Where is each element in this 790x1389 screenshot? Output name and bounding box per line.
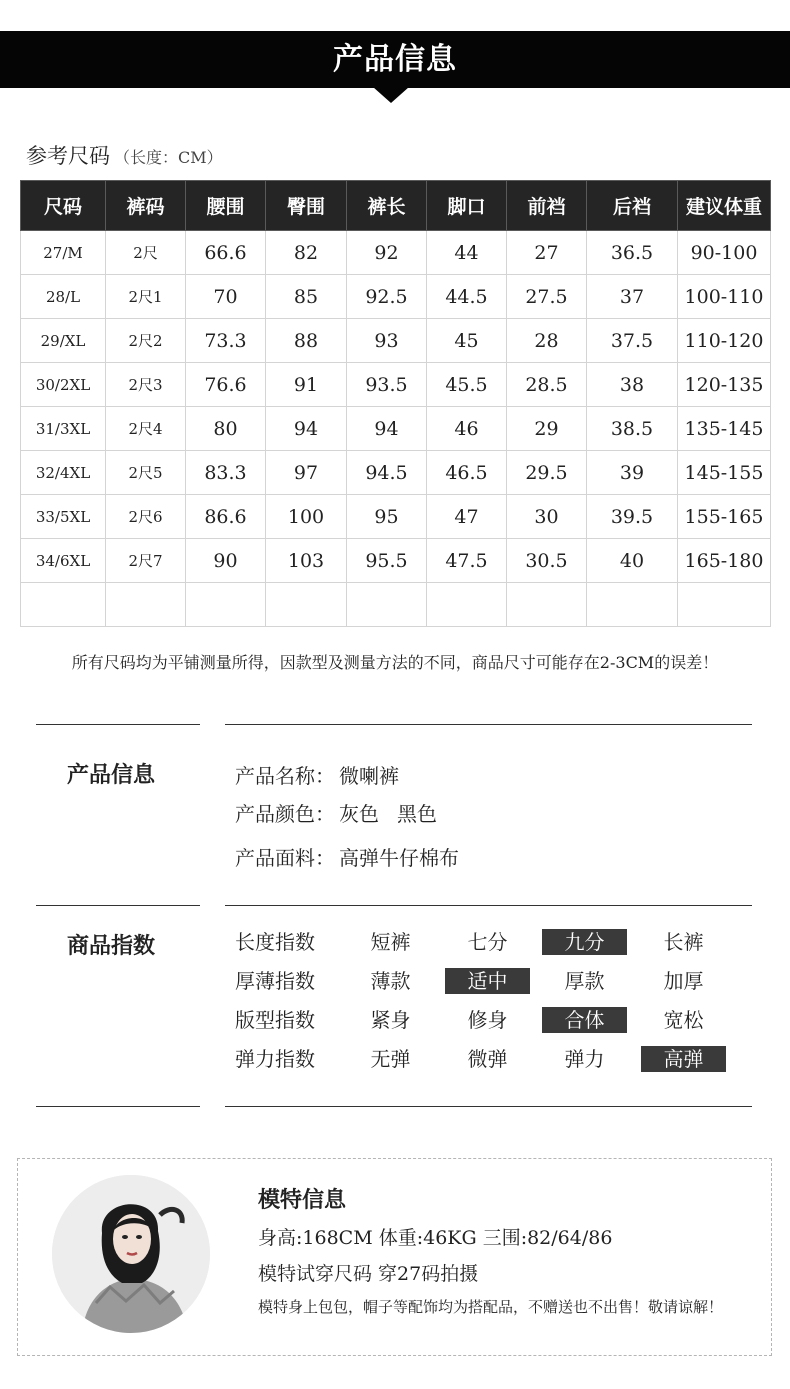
index-row-label: 厚薄指数 [235,969,315,993]
index-row-label: 长度指数 [235,930,315,954]
index-option-selected: 高弹 [641,1046,726,1072]
table-cell: 2尺5 [106,451,186,495]
index-option: 无弹 [370,1047,411,1071]
product-color-value-black: 黑色 [397,802,437,826]
column-header: 前裆 [507,181,587,231]
divider [36,1106,200,1107]
model-info-title: 模特信息 [258,1187,347,1213]
column-header: 脚口 [427,181,507,231]
model-avatar [52,1175,210,1333]
table-cell [21,583,106,627]
table-cell: 83.3 [186,451,266,495]
index-row [235,1007,755,1033]
index-row [235,1046,755,1072]
table-cell: 95 [347,495,427,539]
table-row [21,407,771,451]
table-row [21,275,771,319]
index-option: 修身 [467,1008,508,1032]
table-cell: 46.5 [427,451,507,495]
table-row [21,319,771,363]
table-cell: 110-120 [678,319,771,363]
index-row-label: 弹力指数 [235,1047,315,1071]
table-cell: 2尺7 [106,539,186,583]
index-option: 微弹 [467,1047,508,1071]
size-table [20,180,771,627]
table-cell: 47.5 [427,539,507,583]
product-name-label: 产品名称： [235,764,335,788]
column-header: 后裆 [587,181,678,231]
table-cell: 92.5 [347,275,427,319]
size-chart-unit-note: （长度：CM） [114,148,223,167]
table-cell: 93.5 [347,363,427,407]
table-cell: 85 [266,275,347,319]
column-header: 尺码 [21,181,106,231]
model-photo-icon [52,1175,210,1333]
table-cell: 47 [427,495,507,539]
divider [225,905,752,906]
table-cell: 2尺2 [106,319,186,363]
table-cell [678,583,771,627]
index-option: 长裤 [663,930,704,954]
model-size: 模特试穿尺码 穿27码拍摄 [258,1263,479,1285]
table-cell: 30 [507,495,587,539]
size-chart-title: 参考尺码 [26,144,110,168]
banner-arrow-icon [373,87,409,103]
product-name-line [235,760,399,789]
table-cell: 34/6XL [21,539,106,583]
product-color-line [235,798,437,827]
index-option: 加厚 [663,969,704,993]
table-cell: 95.5 [347,539,427,583]
product-fabric-line [235,842,459,871]
index-option-selected: 九分 [542,929,627,955]
index-row-label: 版型指数 [235,1008,315,1032]
table-cell: 38.5 [587,407,678,451]
table-cell: 93 [347,319,427,363]
table-cell: 97 [266,451,347,495]
table-cell: 45.5 [427,363,507,407]
product-fabric-value: 高弹牛仔棉布 [339,846,459,870]
table-cell: 27/M [21,231,106,275]
table-row [21,495,771,539]
table-cell: 29.5 [507,451,587,495]
table-cell: 29/XL [21,319,106,363]
size-disclaimer: 所有尺码均为平铺测量所得，因款型及测量方法的不同，商品尺寸可能存在2-3CM的误差！ [71,653,719,672]
divider [36,905,200,906]
table-cell: 38 [587,363,678,407]
model-note: 模特身上包包，帽子等配饰均为搭配品，不赠送也不出售！敬请谅解！ [258,1298,724,1316]
banner-title: 产品信息 [333,42,457,77]
column-header: 裤码 [106,181,186,231]
table-cell: 92 [347,231,427,275]
index-option: 弹力 [564,1047,605,1071]
product-color-value-gray: 灰色 [339,802,379,826]
table-cell: 2尺4 [106,407,186,451]
index-option: 短裤 [370,930,411,954]
table-cell: 94 [347,407,427,451]
table-cell: 27.5 [507,275,587,319]
table-cell: 145-155 [678,451,771,495]
model-stats: 身高:168CM 体重:46KG 三围:82/64/86 [258,1227,613,1249]
table-cell [186,583,266,627]
table-cell: 39 [587,451,678,495]
index-option: 七分 [467,930,508,954]
table-cell: 2尺1 [106,275,186,319]
table-cell [347,583,427,627]
table-cell: 90-100 [678,231,771,275]
table-cell: 36.5 [587,231,678,275]
column-header: 腰围 [186,181,266,231]
table-cell: 28.5 [507,363,587,407]
table-cell: 28/L [21,275,106,319]
table-cell: 165-180 [678,539,771,583]
table-cell [507,583,587,627]
table-row [21,583,771,627]
table-cell: 2尺3 [106,363,186,407]
index-option-selected: 适中 [445,968,530,994]
index-option: 厚款 [564,969,605,993]
product-name-value: 微喇裤 [339,764,399,788]
table-cell: 73.3 [186,319,266,363]
index-option: 薄款 [370,969,411,993]
table-cell: 94.5 [347,451,427,495]
table-cell: 44.5 [427,275,507,319]
table-cell: 155-165 [678,495,771,539]
table-cell: 27 [507,231,587,275]
table-cell: 66.6 [186,231,266,275]
table-cell [266,583,347,627]
table-row [21,363,771,407]
table-cell [106,583,186,627]
table-cell: 91 [266,363,347,407]
table-cell: 80 [186,407,266,451]
table-cell [427,583,507,627]
table-cell: 90 [186,539,266,583]
table-cell: 28 [507,319,587,363]
table-cell: 76.6 [186,363,266,407]
product-info-label: 产品信息 [67,762,156,788]
divider [36,724,200,725]
table-cell: 44 [427,231,507,275]
table-cell: 70 [186,275,266,319]
table-cell: 82 [266,231,347,275]
index-row [235,929,755,955]
table-cell: 94 [266,407,347,451]
table-cell: 100 [266,495,347,539]
product-color-label: 产品颜色： [235,802,335,826]
index-row [235,968,755,994]
table-cell: 100-110 [678,275,771,319]
index-option-selected: 合体 [542,1007,627,1033]
table-row [21,231,771,275]
table-cell: 103 [266,539,347,583]
table-cell: 86.6 [186,495,266,539]
table-cell: 33/5XL [21,495,106,539]
table-cell: 120-135 [678,363,771,407]
table-cell: 30/2XL [21,363,106,407]
product-index-label: 商品指数 [67,933,156,959]
table-cell: 37 [587,275,678,319]
table-cell: 37.5 [587,319,678,363]
table-cell: 45 [427,319,507,363]
table-cell [587,583,678,627]
table-cell: 30.5 [507,539,587,583]
table-cell: 29 [507,407,587,451]
table-cell: 46 [427,407,507,451]
index-option: 紧身 [370,1008,411,1032]
product-fabric-label: 产品面料： [235,846,335,870]
table-cell: 31/3XL [21,407,106,451]
size-chart-heading [26,140,223,170]
table-cell: 2尺6 [106,495,186,539]
table-cell: 2尺 [106,231,186,275]
table-cell: 135-145 [678,407,771,451]
table-row [21,539,771,583]
divider [225,724,752,725]
table-cell: 40 [587,539,678,583]
column-header: 建议体重 [678,181,771,231]
column-header: 臀围 [266,181,347,231]
index-option: 宽松 [663,1008,704,1032]
size-table-header-row [21,181,771,231]
divider [225,1106,752,1107]
table-cell: 88 [266,319,347,363]
table-row [21,451,771,495]
column-header: 裤长 [347,181,427,231]
table-cell: 39.5 [587,495,678,539]
table-cell: 32/4XL [21,451,106,495]
size-table-body [21,231,771,627]
